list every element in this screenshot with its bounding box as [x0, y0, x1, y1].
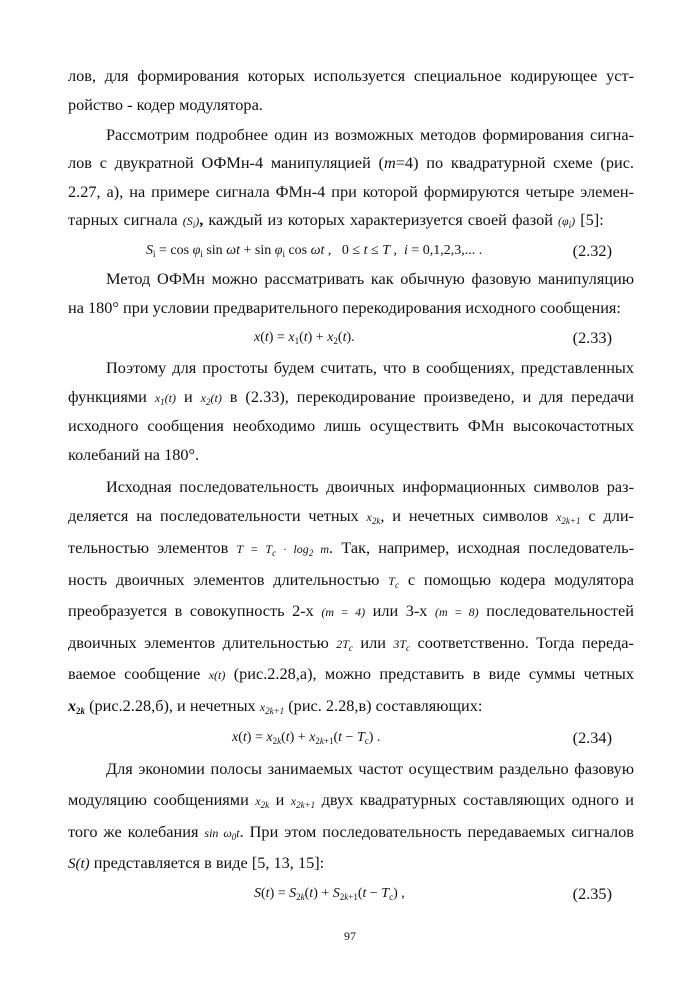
paragraph-6-line-4: S(t) представляется в виде [5, 13, 15]: — [68, 853, 325, 872]
page-number: 97 — [344, 929, 356, 943]
paragraph-2-line-4: тарных сигнала $(S_i)$, каждый из которых характеризуется своей фазой $(\varphi_i)$ [5]: — [68, 210, 604, 230]
paragraph-3-line-1: Метод ОФМн можно рассматривать как обычную фазовую манипуляцию — [106, 269, 634, 288]
paragraph-5-line-8: $x_{2k}$ (рис.2.28,б), и нечетных $x_{2k+1}$ (рис. 2.28,в) составляющих: — [68, 696, 483, 716]
paragraph-5-line-1: Исходная последовательность двоичных информационных символов раз- — [106, 477, 634, 496]
paragraph-5-line-5: преобразуется в совокупность 2-х (m = 4) или 3-х (m = 8) последовательностей — [68, 601, 634, 620]
equation-2-32: $S_i = \cos \varphi_i$ $\sin \omega t + \sin \varphi_i$ cos ωt , 0 ≤ t ≤ T , i = 0,1,2,3,... . (2.32) — [146, 241, 612, 260]
paragraph-6-line-1: Для экономии полосы занимаемых частот осуществим раздельно фазовую — [106, 759, 634, 778]
formula-si: $(S_i)$ — [182, 214, 200, 230]
paragraph-4-line-3: исходного сообщения необходимо лишь осуществить ФМн высокочастотных — [68, 416, 634, 435]
paragraph-2-line-3: 2.27, а), на примере сигнала ФМн-4 при которой формируются четыре элемен- — [68, 182, 634, 201]
equation-2-33: $x(t) = x_1(t) + x_2(t)$. (2.33) — [254, 328, 612, 347]
paragraph-6-line-2: модуляцию сообщениями $x_{2k}$ и $x_{2k+1}$ двух квадратурных составляющих одного и — [68, 790, 634, 810]
paragraph-4-line-1: Поэтому для простоты будем считать, что в сообщениях, представленных — [106, 358, 634, 377]
paragraph-3-line-2: на 180° при условии предварительного перекодирования исходного сообщения: — [68, 298, 621, 317]
paragraph-5-line-7: ваемое сообщение x(t) (рис.2.28,а), можно представить в виде суммы четных — [68, 664, 634, 683]
paragraph-2-line-1: Рассмотрим подробнее один из возможных методов формирования сигна- — [106, 125, 634, 144]
paragraph-6-line-3: того же колебания $\sin \omega_0t$. При этом последовательность передаваемых сигналов — [68, 822, 634, 842]
paragraph-2-line-2: лов с двукратной ОФМн-4 манипуляцией (m=4) по квадратурной схеме (рис. — [68, 153, 635, 172]
equation-2-34: $x(t) = x_{2k}(t) + x_{2k+1}(t - T_c)$ . (2.34) — [232, 728, 612, 747]
paragraph-1-line-1: лов, для формирования которых используется специальное кодирующее уст- — [68, 66, 634, 85]
paragraph-4-line-2: функциями $x_1(t)$ и $x_2(t)$ в (2.33), перекодирование произведено, и для передачи — [68, 387, 634, 407]
equation-number: (2.33) — [572, 328, 612, 347]
equation-2-35: $S(t) = S_{2k}(t) + S_{2k+1}(t - T_c)$ , (2.35) — [254, 884, 612, 903]
paragraph-5-line-2: деляется на последовательности четных $x_{2k}$, и нечетных символов $x_{2k+1}$ с дли- — [68, 506, 634, 526]
formula-phi-i: $(\varphi_i)$ — [558, 214, 576, 230]
paragraph-4-line-4: колебаний на 180°. — [68, 445, 200, 464]
paragraph-5-line-4: ность двоичных элементов длительностью $T_c$ с помощью кодера модулятора — [68, 570, 635, 590]
equation-number: (2.35) — [572, 884, 612, 903]
equation-number: (2.32) — [572, 241, 612, 260]
paragraph-5-line-3: тельностью элементов $T = T_c \cdot \log_2 m$. Так, например, исходная последователь- — [68, 538, 634, 558]
paragraph-5-line-6: двоичных элементов длительностью $2T_c$ или $3T_c$ соответственно. Тогда переда- — [68, 633, 634, 653]
equation-number: (2.34) — [572, 728, 612, 747]
paragraph-1-line-2: ройство - кодер модулятора. — [68, 95, 263, 114]
